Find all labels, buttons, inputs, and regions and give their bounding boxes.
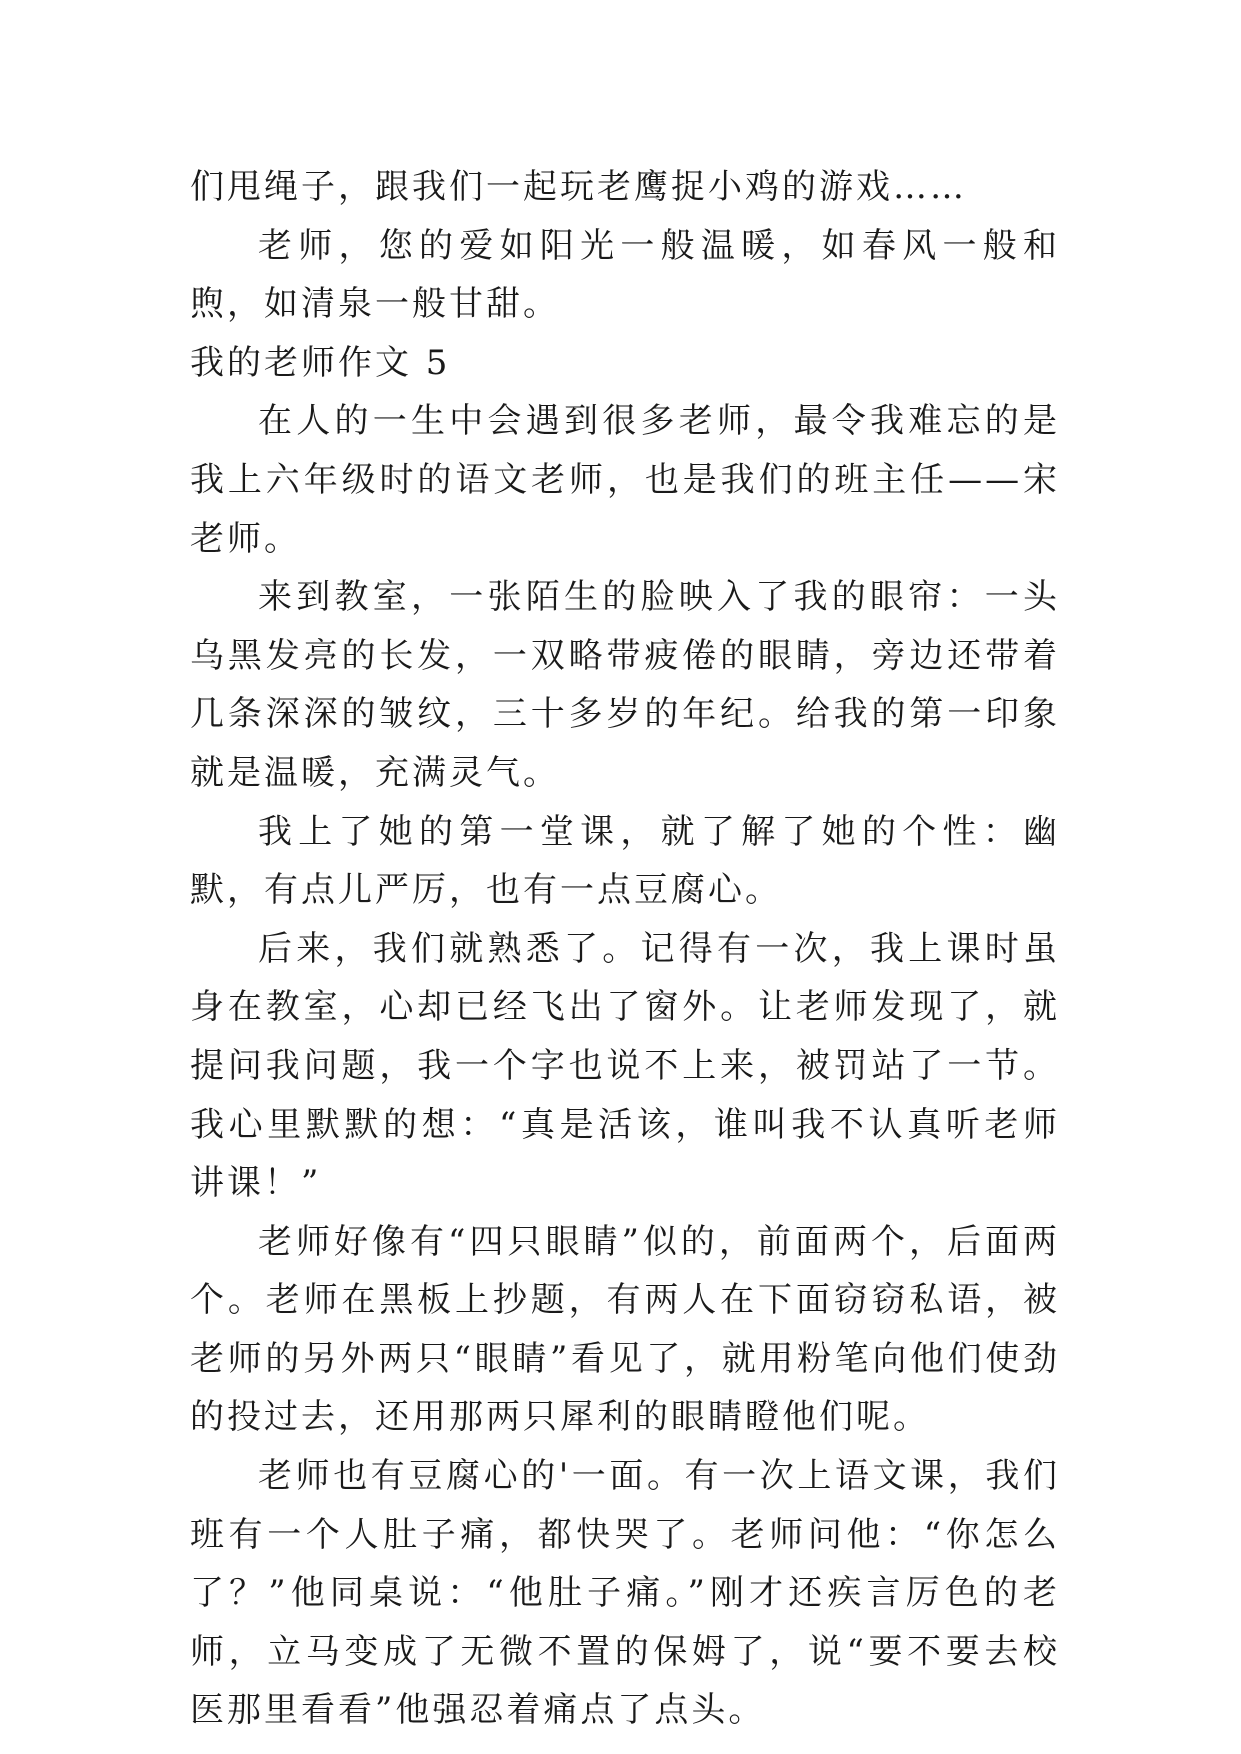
paragraph-story-distracted: 后来，我们就熟悉了。记得有一次，我上课时虽身在教室，心却已经飞出了窗外。让老师发现了，就提问我问题，我一个字也说不上来，被罚站了一节。我心里默默的想：“真是活该，谁叫我不认真听老师讲课！” [190,928,1060,1204]
article-body [190,158,1060,1740]
paragraph-tofu-heart: 老师也有豆腐心的'一面。有一次上语文课，我们班有一个人肚子痛，都快哭了。老师问他：“你怎么了？”他同桌说：“他肚子痛。”刚才还疾言厉色的老师，立马变成了无微不置的保姆了，说“要不要去校医那里看看”他强忍着痛点了点头。 [190,1456,1060,1731]
section-heading: 我的老师作文 5 [190,342,451,383]
paragraph-four-eyes: 老师好像有“四只眼睛”似的，前面两个，后面两个。老师在黑板上抄题，有两人在下面窃窃私语，被老师的另外两只“眼睛”看见了，就用粉笔向他们使劲的投过去，还用那两只犀利的眼睛瞪他们呢。 [190,1221,1060,1438]
paragraph-praise: 老师，您的爱如阳光一般温暖，如春风一般和煦，如清泉一般甘甜。 [190,225,1060,325]
paragraph-personality: 我上了她的第一堂课，就了解了她的个性：幽默，有点儿严厉，也有一点豆腐心。 [190,811,1060,911]
paragraph-continuation: 们甩绳子，跟我们一起玩老鹰捉小鸡的游戏…… [190,167,967,207]
paragraph-first-impression: 来到教室，一张陌生的脸映入了我的眼帘：一头乌黑发亮的长发，一双略带疲倦的眼睛，旁边还带着几条深深的皱纹，三十多岁的年纪。给我的第一印象就是温暖，充满灵气。 [190,577,1060,793]
paragraph-intro: 在人的一生中会遇到很多老师，最令我难忘的是我上六年级时的语文老师，也是我们的班主任——宋老师。 [190,401,1060,559]
